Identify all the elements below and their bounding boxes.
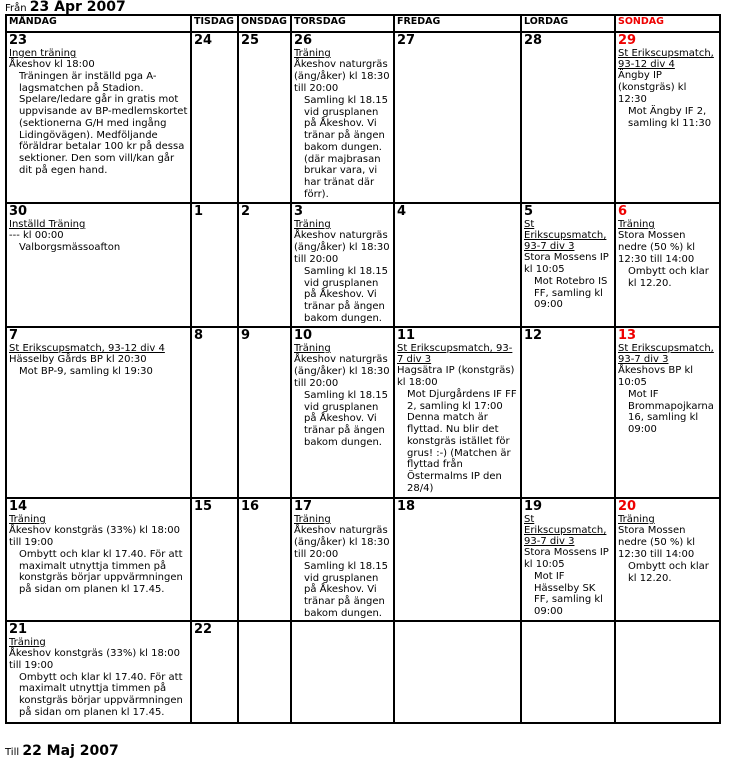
day-number: 10 bbox=[294, 328, 313, 343]
day-cell bbox=[238, 203, 291, 327]
day-number: 1 bbox=[194, 204, 204, 219]
day-cell bbox=[521, 203, 615, 327]
day-number: 19 bbox=[524, 499, 543, 514]
event-title-link[interactable]: Träning bbox=[294, 219, 331, 230]
event-title-link[interactable]: Träning bbox=[9, 636, 46, 648]
event-location-time: Åkeshov konstgräs (33%) kl 18:00 till 19:00 bbox=[9, 647, 180, 671]
day-number: 8 bbox=[194, 328, 204, 343]
day-cell bbox=[394, 498, 521, 621]
day-cell bbox=[521, 498, 615, 621]
day-number: 27 bbox=[397, 33, 416, 48]
day-number: 30 bbox=[9, 204, 28, 219]
day-cell bbox=[6, 203, 191, 327]
day-number: 22 bbox=[194, 621, 213, 637]
calendar-table bbox=[5, 14, 721, 724]
week-row bbox=[6, 32, 720, 203]
event-description: Ombytt och klar kl 12.20. bbox=[628, 561, 709, 584]
day-cell bbox=[394, 621, 521, 723]
week-row bbox=[6, 327, 720, 498]
event-title-link[interactable]: Träning bbox=[618, 219, 655, 230]
day-number: 6 bbox=[618, 204, 628, 219]
day-cell bbox=[394, 32, 521, 203]
day-number: 18 bbox=[397, 499, 416, 514]
event-description: Ombytt och klar kl 17.40. För att maximalt utnyttja timmen på konstgräs börjar uppvärmningen på sidan om planen kl 17.45. bbox=[19, 549, 183, 596]
day-cell bbox=[394, 203, 521, 327]
day-number: 4 bbox=[397, 204, 407, 219]
event-location-time: Stora Mossens IP kl 10:05 bbox=[524, 547, 609, 570]
day-number: 11 bbox=[397, 328, 416, 343]
event-location-time: Åkeshov naturgräs (äng/åker) kl 18:30 till 20:00 bbox=[294, 525, 390, 560]
day-number: 12 bbox=[524, 328, 543, 343]
event-location-time: Stora Mossens IP kl 10:05 bbox=[524, 252, 609, 275]
week-row bbox=[6, 203, 720, 327]
event-title-link[interactable]: Träning bbox=[294, 48, 331, 59]
day-number: 17 bbox=[294, 499, 313, 514]
event-description: Ombytt och klar kl 12.20. bbox=[628, 266, 709, 289]
event-location-time: Åkeshovs BP kl 10:05 bbox=[618, 365, 694, 388]
day-number: 29 bbox=[618, 33, 637, 48]
from-date: 23 Apr 2007 bbox=[29, 0, 126, 15]
day-cell bbox=[191, 621, 238, 723]
event-title-link[interactable]: St Erikscupsmatch, 93-7 div 3 bbox=[618, 343, 714, 365]
day-cell bbox=[615, 498, 720, 621]
day-number: 23 bbox=[9, 33, 28, 48]
event-location-time: --- kl 00:00 bbox=[9, 230, 64, 241]
day-number: 28 bbox=[524, 33, 543, 48]
day-cell bbox=[615, 621, 720, 723]
event-description: Mot BP-9, samling kl 19:30 bbox=[19, 366, 153, 377]
day-cell bbox=[291, 327, 394, 498]
weekday-header: ONSDAG bbox=[238, 15, 291, 32]
day-cell bbox=[394, 327, 521, 498]
event-description: Mot IF Hässelby SK FF, samling kl 09:00 bbox=[534, 571, 603, 618]
event-description: Mot IF Brommapojkarna 16, samling kl 09:00 bbox=[628, 389, 714, 436]
day-cell bbox=[291, 32, 394, 203]
event-location-time: Hässelby Gårds BP kl 20:30 bbox=[9, 354, 147, 365]
event-location-time: Hagsätra IP (konstgräs) kl 18:00 bbox=[397, 365, 515, 388]
event-description: Träningen är inställd pga A-lagsmatchen på Stadion. Spelare/ledare går in gratis mot uppvisande av BP-medlemskortet (sektionerna G/H med ingång Lidingövägen). Medföljande föräldrar betalar 100 kr på dessa sektioner. Den som vill/kan går dit på egen hand. bbox=[19, 71, 188, 176]
day-number: 20 bbox=[618, 499, 637, 514]
day-cell bbox=[291, 203, 394, 327]
event-description: Samling kl 18.15 vid grusplanen på Åkeshov. Vi tränar på ängen bakom dungen. bbox=[304, 266, 389, 324]
day-cell bbox=[6, 32, 191, 203]
range-to bbox=[5, 743, 119, 759]
day-cell bbox=[238, 621, 291, 723]
event-location-time: Stora Mossen nedre (50 %) kl 12:30 till 14:00 bbox=[618, 230, 696, 265]
day-number: 13 bbox=[618, 328, 637, 343]
day-cell bbox=[521, 621, 615, 723]
day-number: 14 bbox=[9, 499, 28, 514]
weekday-header: MÅNDAG bbox=[6, 15, 191, 32]
week-row bbox=[6, 621, 720, 723]
event-title-link[interactable]: Inställd Träning bbox=[9, 219, 86, 230]
event-location-time: Åkeshov kl 18:00 bbox=[9, 59, 95, 70]
weekday-header: FREDAG bbox=[394, 15, 521, 32]
event-location-time: Åkeshov naturgräs (äng/åker) kl 18:30 till 20:00 bbox=[294, 354, 390, 389]
weekday-header-row bbox=[6, 15, 720, 32]
day-number: 24 bbox=[194, 33, 213, 48]
weekday-header: TISDAG bbox=[191, 15, 238, 32]
day-number: 26 bbox=[294, 33, 313, 48]
day-number: 15 bbox=[194, 499, 213, 514]
event-description: Ombytt och klar kl 17.40. För att maximalt utnyttja timmen på konstgräs börjar uppvärmningen på sidan om planen kl 17.45. bbox=[19, 671, 183, 718]
day-cell bbox=[291, 621, 394, 723]
day-cell bbox=[238, 32, 291, 203]
event-description: Mot Rotebro IS FF, samling kl 09:00 bbox=[534, 276, 608, 311]
event-description: Mot Djurgårdens IF FF 2, samling kl 17:00 Denna match är flyttad. Nu blir det konstgräs istället för grus! :-) (Matchen är flyttad från Östermalms IP den 28/4) bbox=[407, 389, 517, 494]
weekday-header: LÖRDAG bbox=[521, 15, 615, 32]
day-number: 7 bbox=[9, 328, 19, 343]
day-cell bbox=[238, 498, 291, 621]
day-cell bbox=[615, 203, 720, 327]
day-cell bbox=[291, 498, 394, 621]
event-title-link[interactable]: Ingen träning bbox=[9, 48, 77, 59]
day-number: 21 bbox=[9, 621, 28, 637]
event-title-link[interactable]: St Erikscupsmatch, 93-12 div 4 bbox=[618, 48, 714, 70]
day-cell bbox=[521, 327, 615, 498]
event-description: Samling kl 18.15 vid grusplanen på Åkeshov. Vi tränar på ängen bakom dungen. (där majbrasan brukar vara, vi har tränat där förr). bbox=[304, 95, 389, 200]
event-title-link[interactable]: St Erikscupsmatch, 93-7 div 3 bbox=[397, 343, 513, 365]
day-cell bbox=[191, 498, 238, 621]
day-number: 9 bbox=[241, 328, 251, 343]
event-location-time: Stora Mossen nedre (50 %) kl 12:30 till 14:00 bbox=[618, 525, 696, 560]
day-cell bbox=[521, 32, 615, 203]
event-title-link[interactable]: St Erikscupsmatch, 93-7 div 3 bbox=[524, 219, 607, 252]
weekday-header: TORSDAG bbox=[291, 15, 394, 32]
day-number: 25 bbox=[241, 33, 260, 48]
day-number: 5 bbox=[524, 204, 534, 219]
event-description: Valborgsmässoafton bbox=[19, 242, 121, 253]
day-cell bbox=[615, 327, 720, 498]
day-cell bbox=[238, 327, 291, 498]
day-cell bbox=[6, 621, 191, 723]
day-cell bbox=[6, 327, 191, 498]
event-description: Samling kl 18.15 vid grusplanen på Åkeshov. Vi tränar på ängen bakom dungen. bbox=[304, 561, 389, 619]
event-title-link[interactable]: St Erikscupsmatch, 93-12 div 4 bbox=[9, 343, 165, 354]
event-title-link[interactable]: Träning bbox=[294, 514, 331, 525]
event-title-link[interactable]: Träning bbox=[9, 514, 46, 525]
event-description: Mot Ängby IF 2, samling kl 11:30 bbox=[628, 106, 712, 129]
day-cell bbox=[191, 327, 238, 498]
event-location-time: Åkeshov konstgräs (33%) kl 18:00 till 19:00 bbox=[9, 525, 180, 548]
event-title-link[interactable]: Träning bbox=[294, 343, 331, 354]
event-location-time: Åkeshov naturgräs (äng/åker) kl 18:30 till 20:00 bbox=[294, 59, 390, 94]
from-label: Från bbox=[5, 3, 27, 14]
weekday-header-sunday: SÖNDAG bbox=[615, 15, 720, 32]
event-title-link[interactable]: St Erikscupsmatch, 93-7 div 3 bbox=[524, 514, 607, 547]
event-location-time: Ängby IP (konstgräs) kl 12:30 bbox=[618, 70, 687, 105]
day-number: 3 bbox=[294, 204, 304, 219]
event-description: Samling kl 18.15 vid grusplanen på Åkeshov. Vi tränar på ängen bakom dungen. bbox=[304, 390, 389, 448]
range-from bbox=[5, 0, 126, 15]
event-location-time: Åkeshov naturgräs (äng/åker) kl 18:30 till 20:00 bbox=[294, 230, 390, 265]
day-cell bbox=[615, 32, 720, 203]
day-cell bbox=[6, 498, 191, 621]
to-label: Till bbox=[5, 747, 20, 758]
event-title-link[interactable]: Träning bbox=[618, 514, 655, 525]
day-cell bbox=[191, 203, 238, 327]
week-row bbox=[6, 498, 720, 621]
day-number: 16 bbox=[241, 499, 260, 514]
day-cell bbox=[191, 32, 238, 203]
day-number: 2 bbox=[241, 204, 251, 219]
to-date: 22 Maj 2007 bbox=[22, 743, 119, 759]
